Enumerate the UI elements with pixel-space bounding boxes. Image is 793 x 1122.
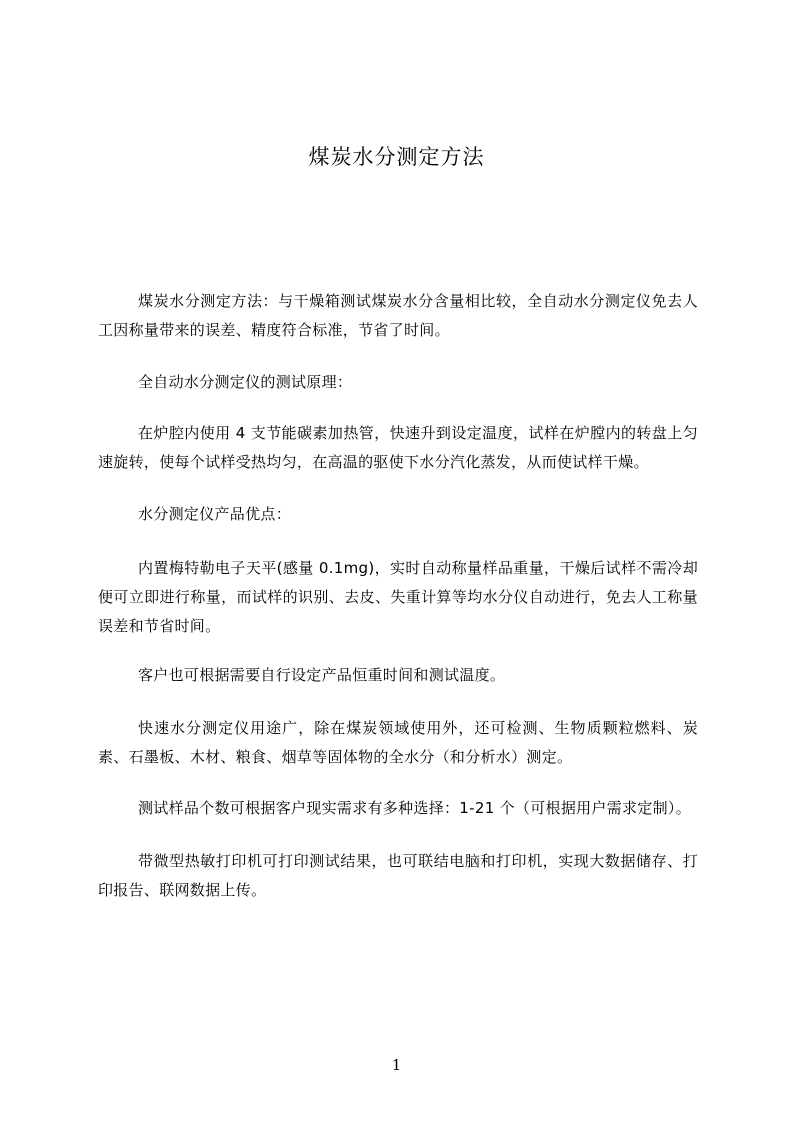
paragraph-principle-heading: 全自动水分测定仪的测试原理： — [138, 373, 353, 391]
paragraph-principle: 在炉腔内使用 4 支节能碳素加热管，快速升到设定温度，试样在炉膛内的转盘上匀速旋转，使每个试样受热均匀，在高温的驱使下水分汽化蒸发，从而使试样干燥。 — [98, 424, 698, 471]
paragraph-intro: 煤炭水分测定方法：与干燥箱测试煤炭水分含量相比较，全自动水分测定仪免去人工因称量带来的误差、精度符合标准，节省了时间。 — [98, 292, 698, 339]
page-number: 1 — [391, 1056, 402, 1074]
paragraph-settings: 客户也可根据需要自行设定产品恒重时间和测试温度。 — [138, 666, 506, 684]
paragraph-advantages-heading: 水分测定仪产品优点： — [138, 505, 292, 523]
paragraph-printer: 带微型热敏打印机可打印测试结果，也可联结电脑和打印机，实现大数据储存、打印报告、联网数据上传。 — [98, 852, 698, 899]
document-title: 煤炭水分测定方法 — [308, 145, 485, 169]
paragraph-balance: 内置梅特勒电子天平(感量 0.1mg)，实时自动称量样品重量，干燥后试样不需冷却便可立即进行称量，而试样的识别、去皮、失重计算等均水分仪自动进行，免去人工称量误差和节省时间。 — [98, 559, 698, 635]
paragraph-applications: 快速水分测定仪用途广，除在煤炭领域使用外，还可检测、生物质颗粒燃料、炭素、石墨板、木材、粮食、烟草等固体物的全水分（和分析水）测定。 — [98, 719, 698, 766]
paragraph-sample-count: 测试样品个数可根据客户现实需求有多种选择：1-21 个（可根据用户需求定制）。 — [138, 799, 692, 817]
